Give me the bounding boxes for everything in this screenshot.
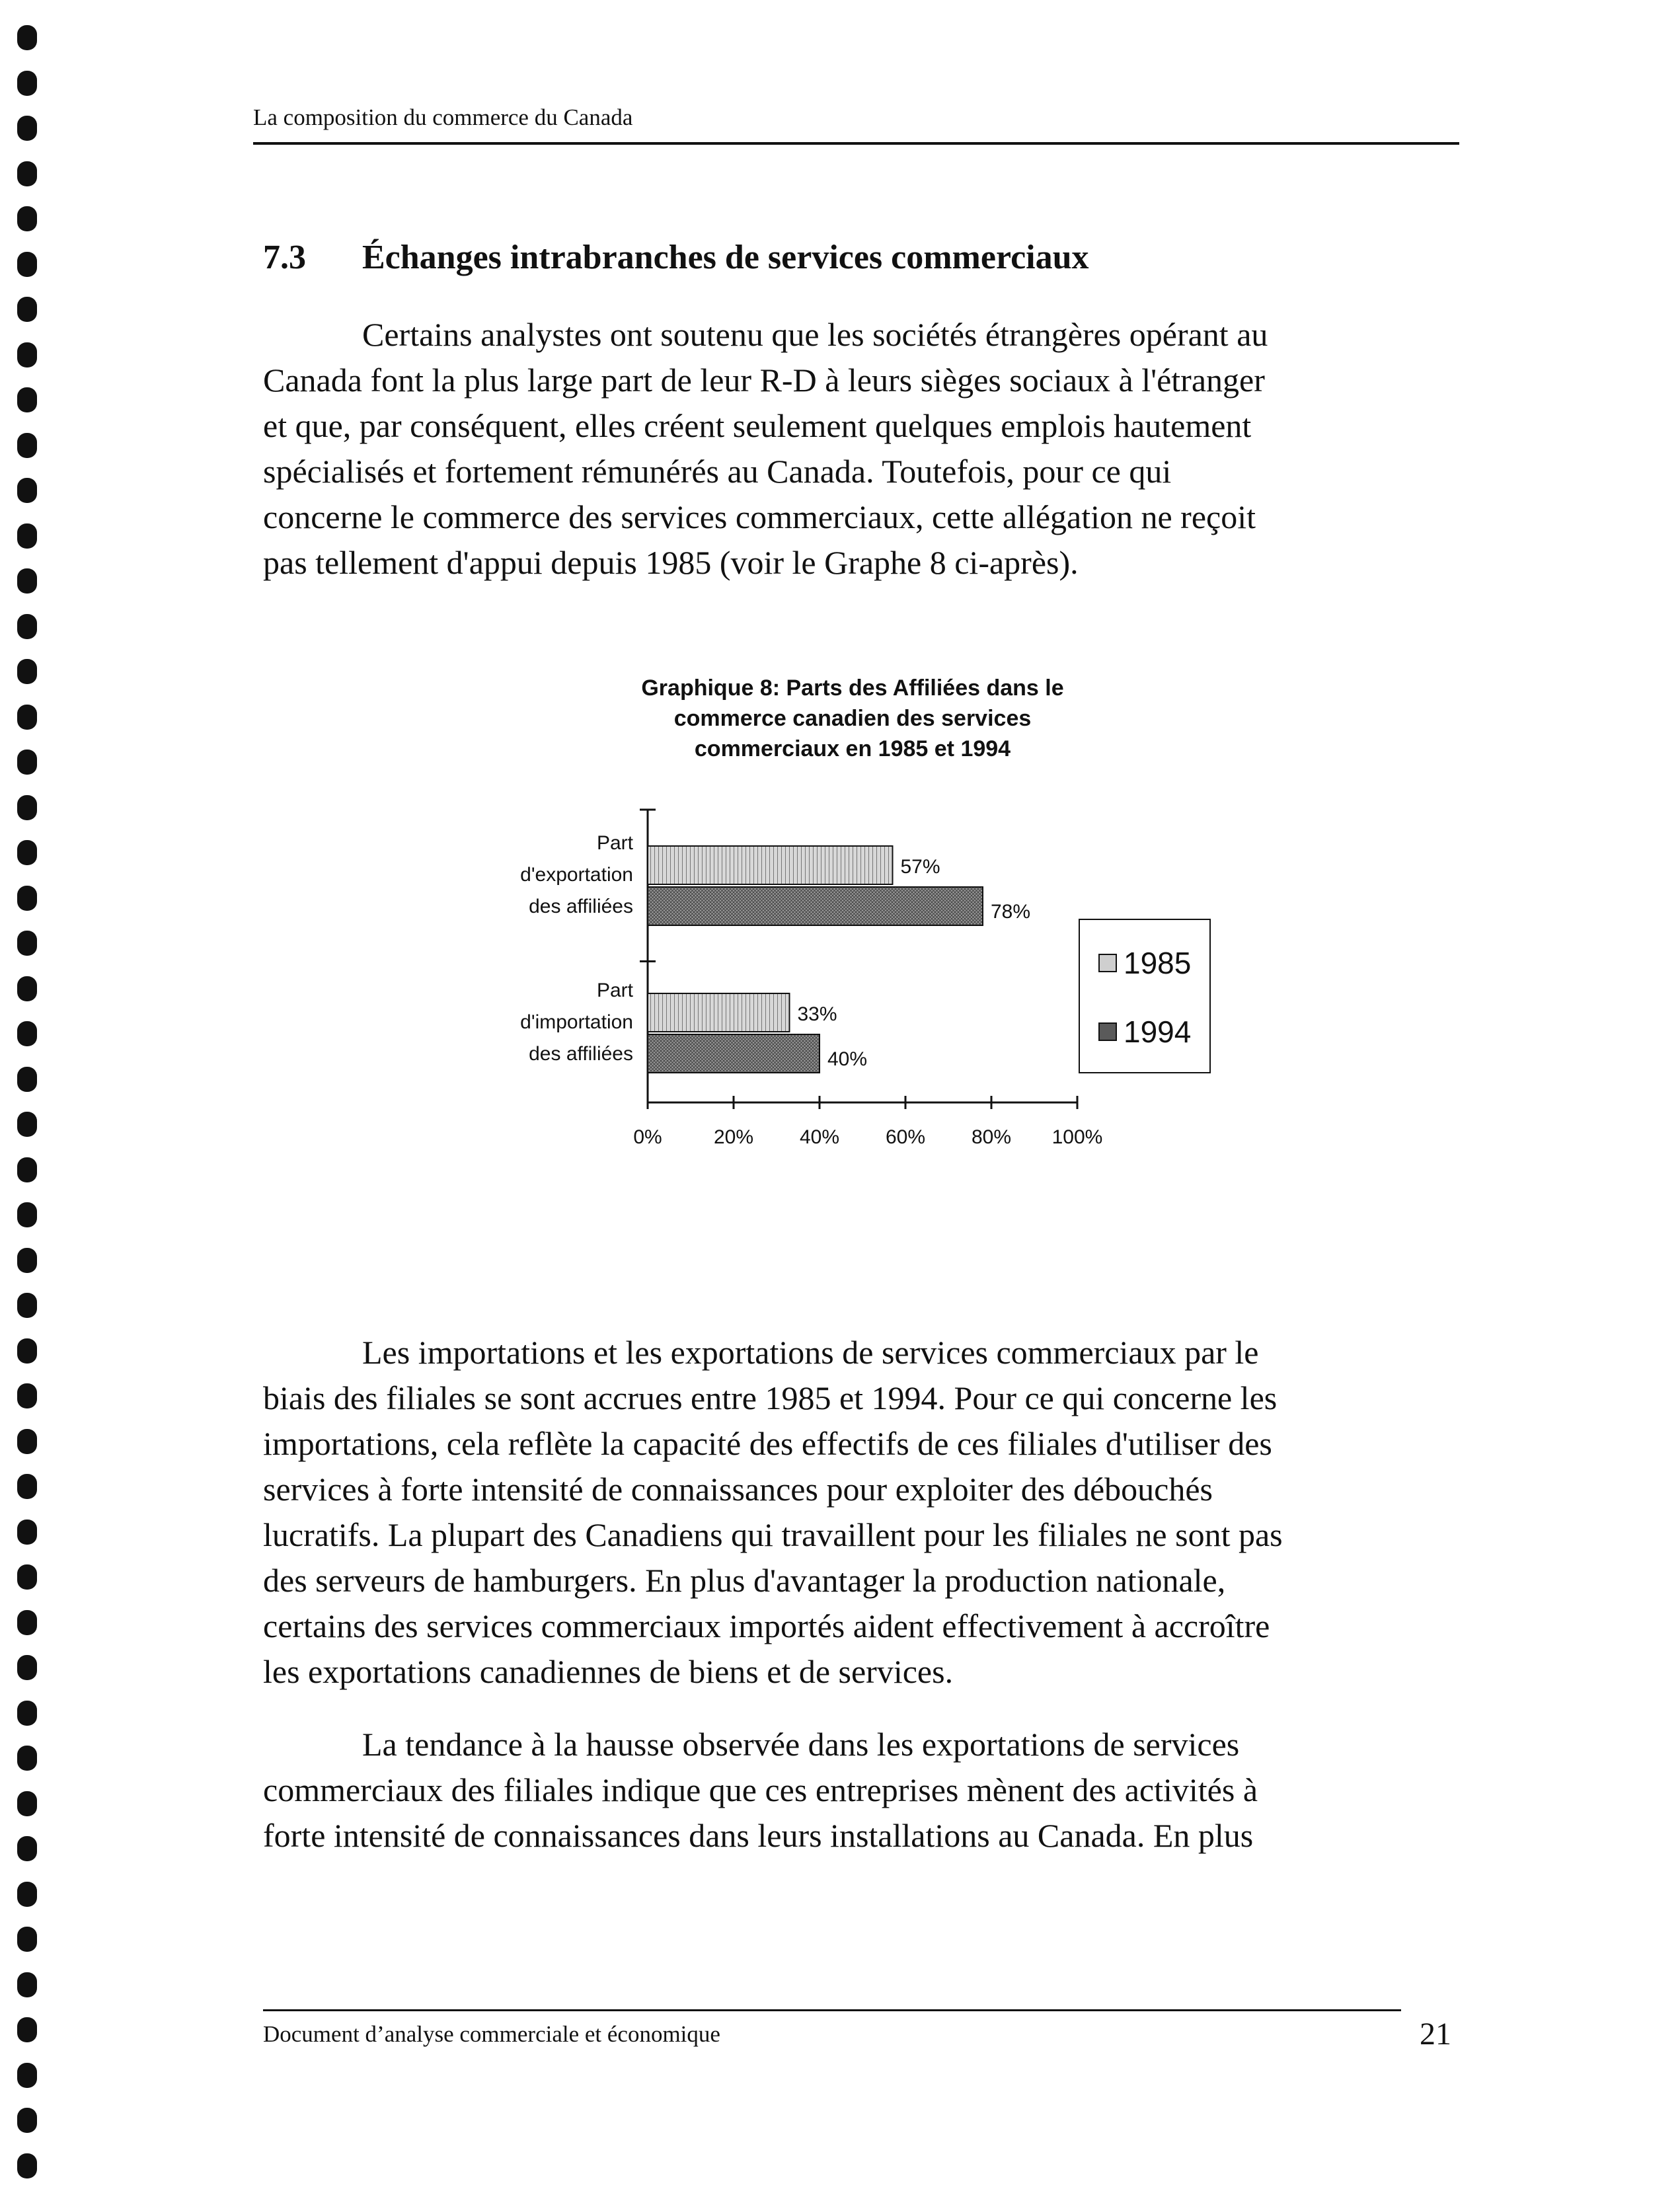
paragraph-line: des serveurs de hamburgers. En plus d'avantager la production nationale,	[263, 1562, 1226, 1599]
chart-legend	[1079, 919, 1211, 1073]
paragraph-line: La tendance à la hausse observée dans les exportations de services	[362, 1726, 1240, 1763]
paragraph-line: Canada font la plus large part de leur R-D à leurs sièges sociaux à l'étranger	[263, 362, 1265, 399]
legend-item-1994	[1098, 1014, 1191, 1050]
paragraph-line: importations, cela reflète la capacité des effectifs de ces filiales d'utiliser des	[263, 1425, 1272, 1462]
paragraph-line: forte intensité de connaissances dans leurs installations au Canada. En plus	[263, 1817, 1254, 1854]
paragraph-line: et que, par conséquent, elles créent seulement quelques emplois hautement	[263, 407, 1252, 444]
page-number: 21	[1420, 2017, 1451, 2052]
paragraph-line: pas tellement d'appui depuis 1985 (voir le Graphe 8 ci-après).	[263, 544, 1079, 581]
section-title: Échanges intrabranches de services commerciaux	[362, 239, 1089, 276]
footer-rule	[263, 2009, 1401, 2011]
paragraph-line: biais des filiales se sont accrues entre 1985 et 1994. Pour ce qui concerne les	[263, 1379, 1278, 1416]
category-label: des affiliées	[529, 896, 633, 917]
bar-value-label: 40%	[827, 1048, 868, 1070]
chart-title-line: commerce canadien des services	[673, 706, 1032, 731]
category-label: d'exportation	[520, 864, 633, 886]
chart-title-line: commerciaux en 1985 et 1994	[694, 736, 1011, 761]
category-label: d'importation	[520, 1011, 633, 1033]
paragraph-line: Les importations et les exportations de services commerciaux par le	[362, 1334, 1259, 1371]
legend-label: 1994	[1124, 1015, 1192, 1049]
paragraph-line: spécialisés et fortement rémunérés au Canada. Toutefois, pour ce qui	[263, 453, 1172, 490]
category-label: Part	[596, 832, 633, 854]
x-tick-label: 60%	[885, 1126, 926, 1148]
legend-label: 1985	[1124, 946, 1192, 980]
bar-value-label: 78%	[991, 901, 1031, 923]
section-number: 7.3	[263, 239, 306, 276]
bar-1994	[648, 1034, 820, 1073]
paragraph-line: Certains analystes ont soutenu que les sociétés étrangères opérant au	[362, 316, 1268, 353]
paragraph-line: les exportations canadiennes de biens et de services.	[263, 1653, 954, 1690]
x-tick-label: 40%	[799, 1126, 840, 1148]
category-label: des affiliées	[529, 1043, 633, 1065]
paragraph-line: certains des services commerciaux importés aident effectivement à accroître	[263, 1607, 1270, 1644]
x-tick-label: 0%	[633, 1126, 662, 1148]
x-tick-label: 20%	[713, 1126, 754, 1148]
legend-swatch-1994	[1098, 1022, 1117, 1041]
paragraph-line: services à forte intensité de connaissances pour exploiter des débouchés	[263, 1471, 1213, 1508]
paragraph-3	[263, 1722, 1446, 1859]
paragraph-2	[263, 1330, 1446, 1695]
category-label: Part	[596, 980, 633, 1001]
x-tick-label: 100%	[1051, 1126, 1103, 1148]
bar-1994	[648, 887, 983, 925]
paragraph-line: commerciaux des filiales indique que ces entreprises mènent des activités à	[263, 1771, 1258, 1808]
bar-1985	[648, 846, 893, 884]
running-header: La composition du commerce du Canada	[253, 104, 633, 130]
bar-1985	[648, 993, 790, 1032]
paragraph-line: concerne le commerce des services commerciaux, cette allégation ne reçoit	[263, 498, 1256, 535]
x-tick-label: 80%	[971, 1126, 1012, 1148]
legend-item-1985	[1098, 945, 1191, 981]
bar-value-label: 33%	[797, 1003, 837, 1025]
chart-title-line: Graphique 8: Parts des Affiliées dans le	[641, 675, 1064, 701]
bar-value-label: 57%	[900, 856, 940, 878]
legend-swatch-1985	[1098, 954, 1117, 972]
paragraph-line: lucratifs. La plupart des Canadiens qui travaillent pour les filiales ne sont pas	[263, 1516, 1283, 1553]
footer-document-title: Document d’analyse commerciale et économique	[263, 2021, 720, 2047]
